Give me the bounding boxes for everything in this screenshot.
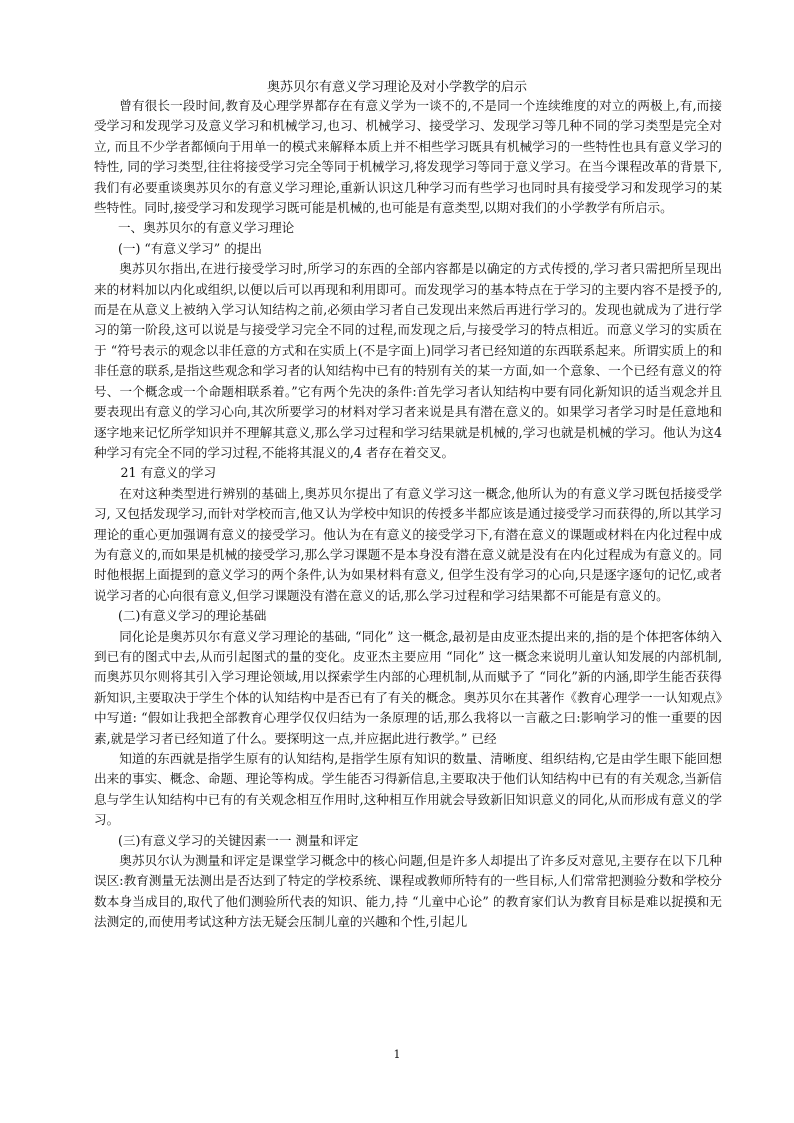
- document-body: [94, 96, 722, 933]
- body-paragraph: 奥苏贝尔认为测量和评定是课堂学习概念中的核心问题,但是许多人却提出了许多反对意见,主要存在以下几种误区:教育测量无法测出是否达到了特定的学校系统、课程或教师所特有的一些目标,人们常常把测验分数和学校分数本身当成目的,取代了他们测验所代表的知识、能力,持 “儿童中心论” 的教育家们认为教育目标是难以捉摸和无法测定的,而使用考试这种方法无疑会压制儿童的兴趣和个性,引起儿: [94, 853, 722, 930]
- body-paragraph: 在对这种类型进行辨别的基础上,奥苏贝尔提出了有意义学习这一概念,他所认为的有意义学习既包括接受学习, 又包括发现学习,而针对学校而言,他又认为学校中知识的传授多半都应该是通过接受学习而获得的,所以其学习理论的重心更加强调有意义的接受学习。他认为在有意义的接受学习下,有潜在意义的课题或材料在内化过程中成为有意义的,而如果是机械的接受学习,那么学习课题不是本身没有潜在意义就是没有在内化过程成为有意义的。同时他根据上面提到的意义学习的两个条件,认为如果材料有意义, 但学生没有学习的心向,只是逐字逐句的记忆,或者说学习者的心向很有意义,但学习课题没有潜在意义的话,那么学习过程和学习结果都不可能是有意义的。: [94, 485, 722, 603]
- subsection-heading-2-1: 21 有意义的学习: [120, 465, 217, 481]
- subsection-heading-3: (三)有意义学习的关键因素一一 测量和评定: [117, 832, 359, 848]
- section-heading-1: 一、奥苏贝尔的有意义学习理论: [117, 220, 295, 236]
- body-paragraph: 同化论是奥苏贝尔有意义学习理论的基础, “同化” 这一概念,最初是由皮亚杰提出来的,指的是个体把客体纳入到已有的图式中去,从而引起图式的量的变化。皮亚杰主要应用 “同化” 这一概念来说明儿童认知发展的内部机制,而奥苏贝尔则将其引入学习理论领域,用以探索学生内部的心理机制,从而赋予了 “同化”新的内涵,即学生能否获得新知识,主要取决于学生个体的认知结构中是否已有了有关的概念。奥苏贝尔在其著作《教育心理学一一认知观点》中写道: “假如让我把全部教育心理学仅仅归结为一条原理的话,那么我将以一言蔽之曰:影响学习的惟一重要的因素,就是学习者已经知道了什么。要探明这一点,并应据此进行教学。” 已经: [94, 628, 722, 746]
- subsection-heading-1: (一) “有意义学习” 的提出: [117, 240, 262, 256]
- subsection-heading-2: (二)有意义学习的理论基础: [117, 608, 267, 624]
- intro-paragraph: 曾有很长一段时间,教育及心理学界都存在有意义学为一谈不的,不是同一个连续维度的对立的两极上,有,而接受学习和发现学习及意义学习和机械学习,也习、机械学习、接受学习、发现学习等几种不同的学习类型是完全对立, 而且不少学者都倾向于用单一的模式来解释本质上并不相些学习既具有机械学习的一些特性也具有意义学习的特性, 同的学习类型,往往将接受学习完全等同于机械学习,将发现学习等同于意义学习。在当今课程改革的背景下,我们有必要重谈奥苏贝尔的有意义学习理论,重新认识这几种学习而有些学习也同时具有接受学习和发现学习的某些特性。同时,接受学习和发现学习既可能是机械的,也可能是有意类型,以期对我们的小学教学有所启示。: [94, 98, 722, 216]
- page-number: 1: [393, 1048, 401, 1061]
- body-paragraph: 知道的东西就是指学生原有的认知结构,是指学生原有知识的数量、清晰度、组织结构,它是由学生眼下能回想出来的事实、概念、命题、理论等构成。学生能否习得新信息,主要取决于他们认知结构中已有的有关观念,当新信息与学生认知结构中已有的有关观念相互作用时,这种相互作用就会导致新旧知识意义的同化,从而形成有意义的学习。: [94, 751, 722, 828]
- body-paragraph: 奥苏贝尔指出,在进行接受学习时,所学习的东西的全部内容都是以确定的方式传授的,学习者只需把所呈现出来的材料加以内化或组织,以便以后可以再现和利用即可。而发现学习的基本特点在于学习的主要内容不是授予的,而是在从意义上被纳入学习认知结构之前,必须由学习者自己发现出来然后再进行学习的。发现也就成为了进行学习的第一阶段,这可以说是与接受学习完全不同的过程,而发现之后,与接受学习的特点相近。而意义学习的实质在于 “符号表示的观念以非任意的方式和在实质上(不是字面上)同学习者已经知道的东西联系起来。所谓实质上的和非任意的联系,是指这些观念和学习者的认知结构中已有的特别有关的某一方面,如一个意象、一个已经有意义的符号、一个概念或一个命题相联系着。”它有两个先决的条件:首先学习者认知结构中要有同化新知识的适当观念并且要表现出有意义的学习心向,其次所要学习的材料对学习者来说是具有潜在意义的。如果学习者学习时是任意地和逐字地来记忆所学知识并不理解其意义,那么学习过程和学习结果就是机械的,学习也就是机械的学习。他认为这4 种学习有完全不同的学习过程,不能将其混义的,4 者存在着交叉。: [94, 261, 722, 460]
- document-title: 奥苏贝尔有意义学习理论及对小学教学的启示: [266, 80, 527, 95]
